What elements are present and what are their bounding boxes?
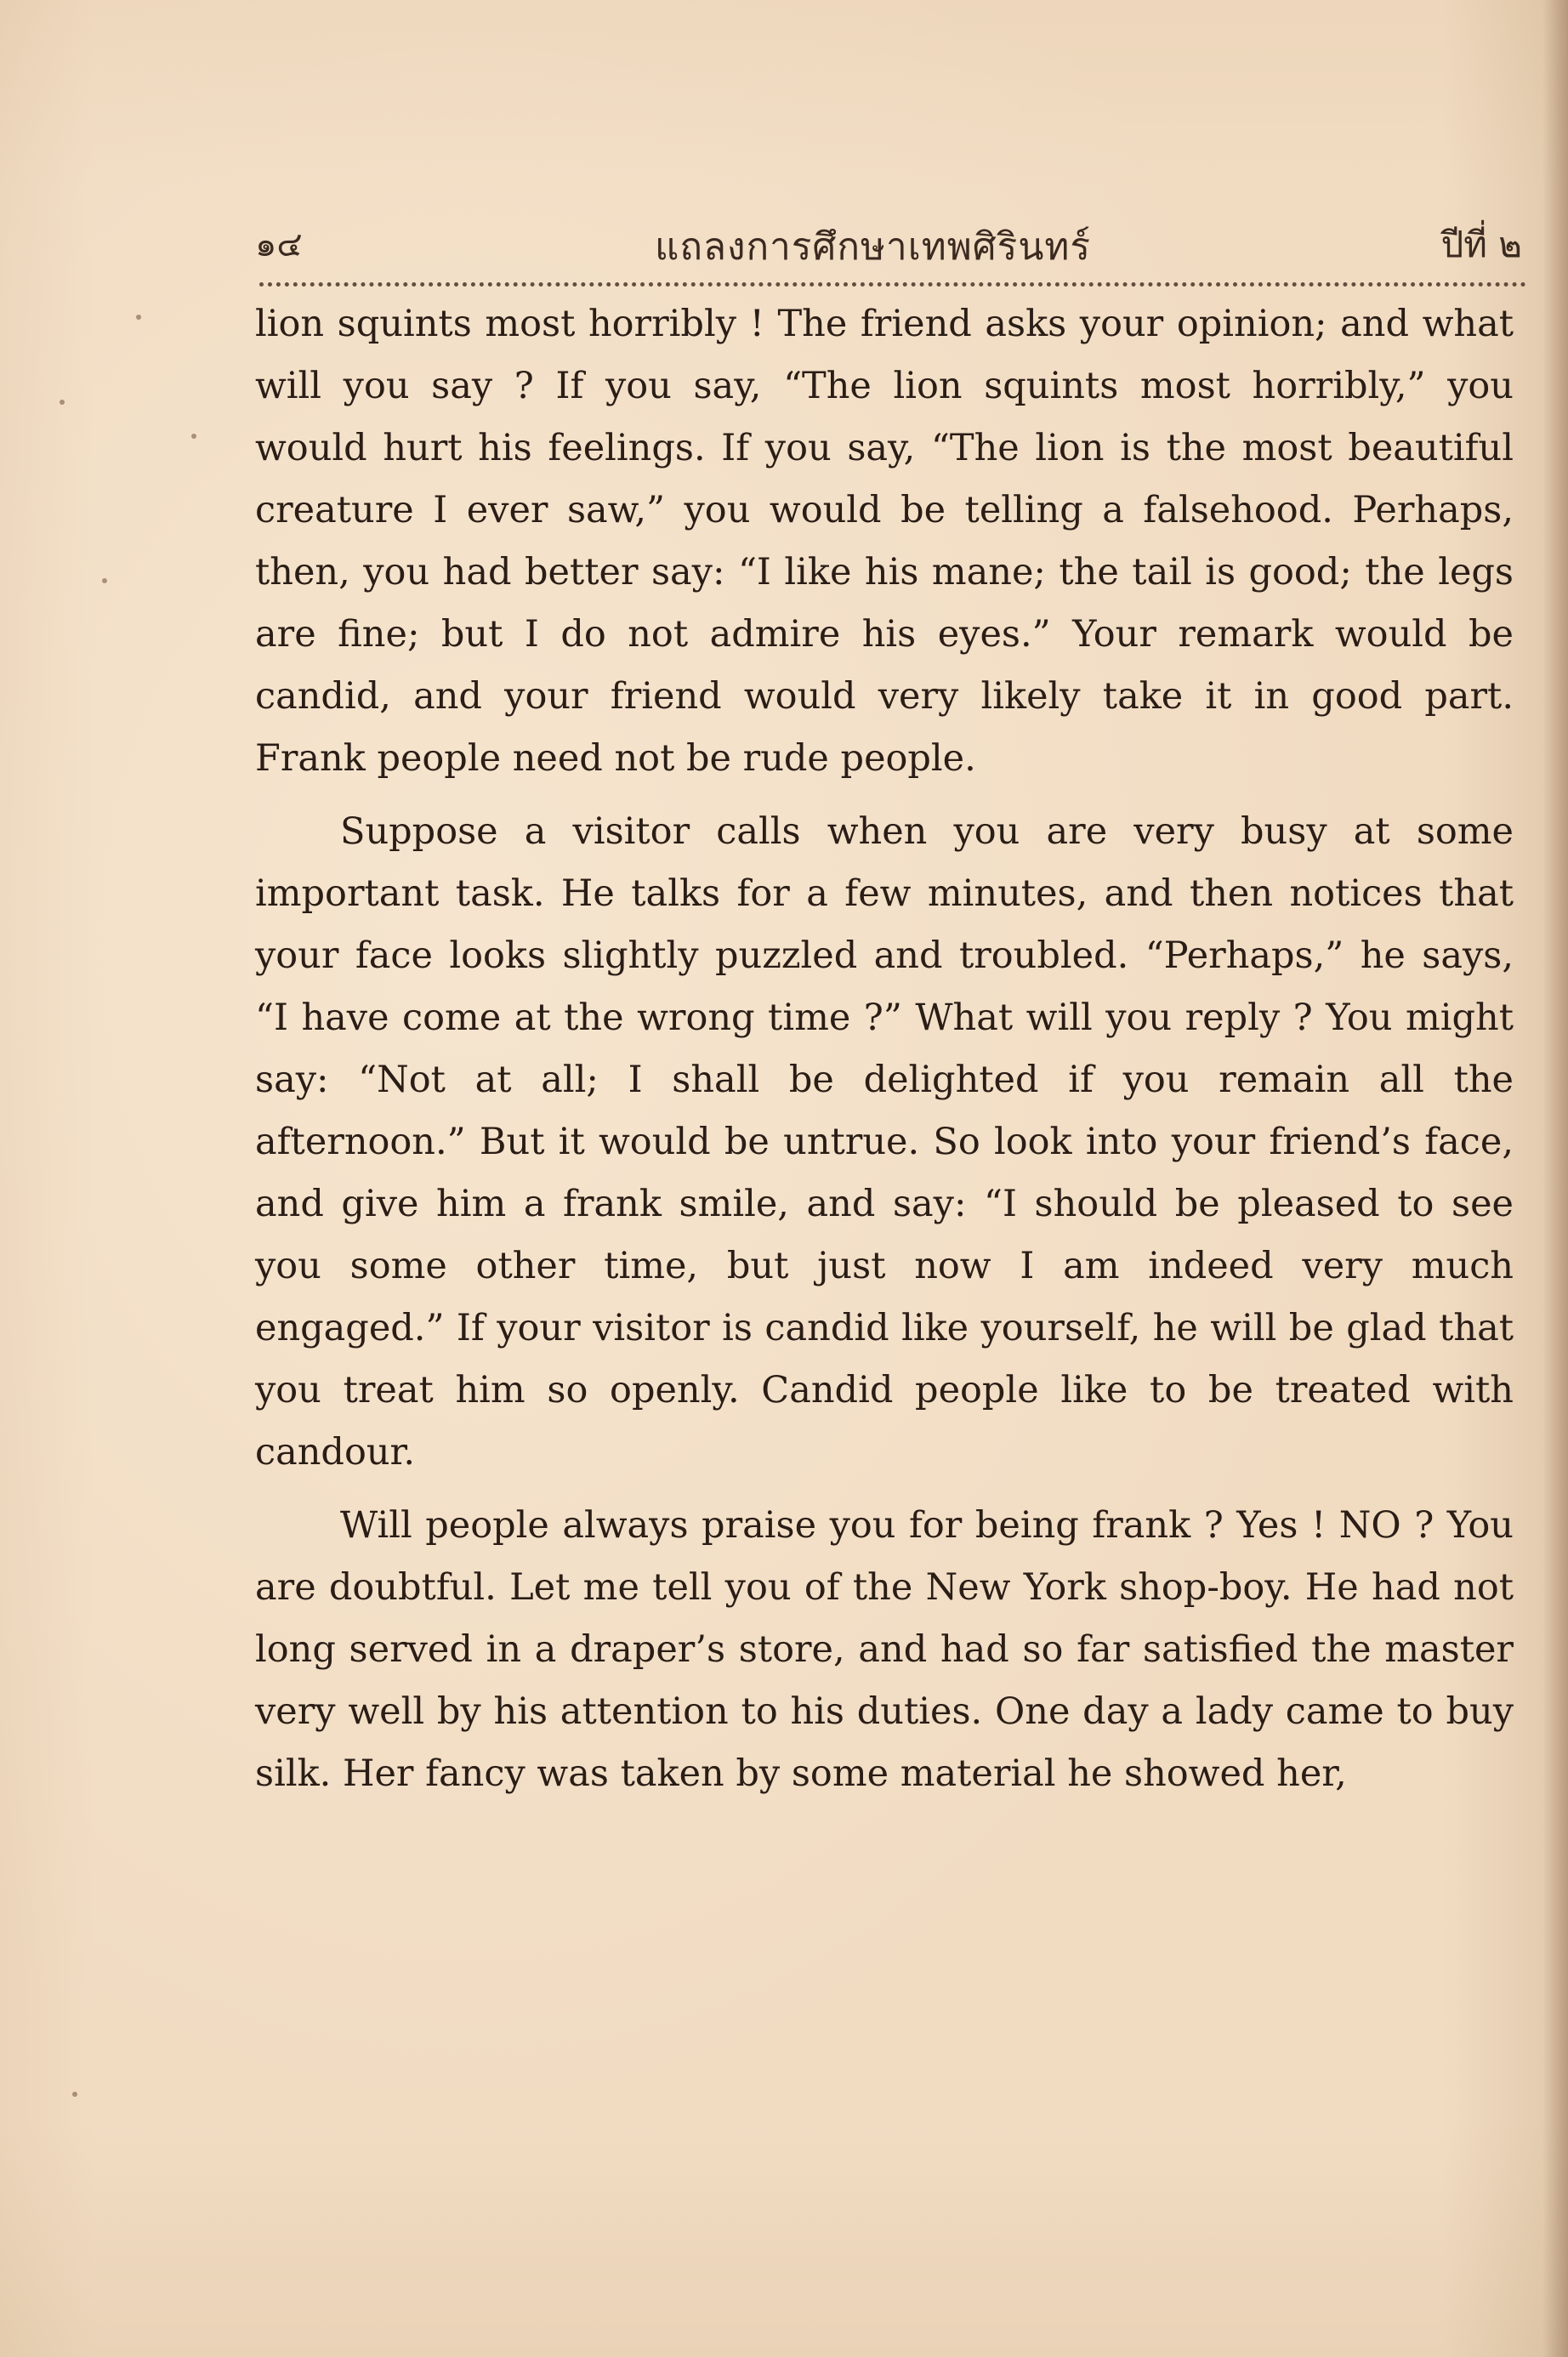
page-edge-shadow [1542, 0, 1568, 2357]
page-header [255, 217, 1522, 268]
chapter-label: ปีที่ ๒ [1440, 224, 1522, 265]
paper-speck [102, 578, 107, 583]
paper-speck [136, 315, 141, 320]
page-number: ๑๔ [255, 225, 303, 264]
body-text [255, 293, 1514, 1816]
paragraph: lion squints most horribly ! The friend asks your opinion; and what will you say ? If you say, “The lion squints most horribly,” you would hurt his feelings. If you say, “The lion is the most beautiful creature I ever saw,” you would be telling a falsehood. Perhaps, then, you had better say: “I like his mane; the tail is good; the legs are fine; but I do not admire his eyes.” Your remark would be candid, and your friend would very likely take it in good part. Frank people need not be rude people. [255, 303, 1514, 780]
paragraph: Suppose a visitor calls when you are very busy at some important task. He talks for a few minutes, and then notices that your face looks slightly puzzled and troubled. “Perhaps,” he says, “I have come at the wrong time ?” What will you reply ? You might say: “Not at all; I shall be delighted if you remain all the afternoon.” But it would be untrue. So look into your friend’s face, and give him a frank smile, and say: “I should be pleased to see you some other time, but just now I am indeed very much engaged.” If your visitor is candid like yourself, he will be glad that you treat him so openly. Candid people like to be treated with candour. [255, 810, 1514, 1474]
running-title: แถลงการศึกษาเทพศิรินทร์ [655, 225, 1092, 269]
paper-speck [72, 2092, 77, 2097]
paragraph: Will people always praise you for being frank ? Yes ! NO ? You are doubtful. Let me tell you of the New York shop-boy. He had not long served in a draper’s store, and had so far satisfied the master very well by his attention to his duties. One day a lady came to buy silk. Her fancy was taken by some material he showed her, [255, 1504, 1514, 1795]
header-rule [259, 282, 1526, 287]
paper-speck [60, 400, 65, 405]
paper-speck [191, 434, 196, 439]
